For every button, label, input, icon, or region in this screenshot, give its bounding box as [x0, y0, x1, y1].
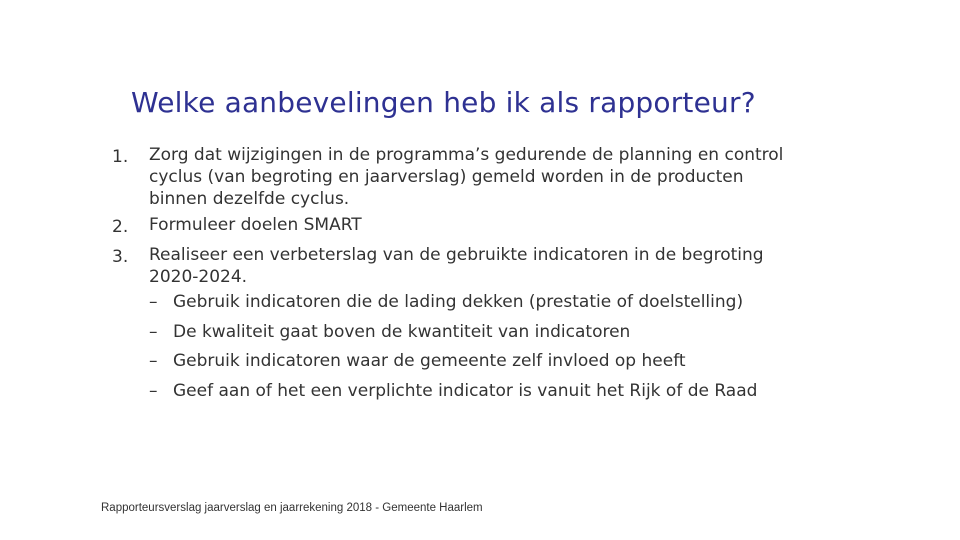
sub-item-text: Geef aan of het een verplichte indicator is vanuit het Rijk of de Raad — [173, 380, 758, 401]
sub-item-text: De kwaliteit gaat boven de kwantiteit van indicatoren — [173, 321, 631, 342]
text-line: Zorg dat wijzigingen in de programma’s gedurende de planning en control — [149, 145, 784, 165]
text-line: 2020-2024. — [149, 267, 248, 287]
list-item-text — [149, 144, 942, 210]
text-line: binnen dezelfde cyclus. — [149, 189, 350, 209]
list-item-text — [149, 214, 942, 240]
list-item-1 — [112, 144, 942, 210]
sub-item-text: Gebruik indicatoren die de lading dekken (prestatie of doelstelling) — [173, 292, 744, 312]
list-item-text — [149, 244, 942, 288]
sub-list-item — [149, 347, 942, 377]
sub-list-item — [149, 318, 942, 348]
list-number: 3. — [112, 247, 129, 267]
slide-footer: Rapporteursverslag jaarverslag en jaarrekening 2018 - Gemeente Haarlem — [101, 502, 483, 514]
sub-list-item — [149, 377, 942, 407]
text-line: Realiseer een verbeterslag van de gebruikte indicatoren in de begroting — [149, 245, 764, 265]
dash-bullet: – — [149, 321, 158, 342]
recommendations-list — [112, 144, 942, 406]
dash-bullet: – — [149, 380, 158, 401]
list-number: 1. — [112, 147, 129, 167]
sub-item-text: Gebruik indicatoren waar de gemeente zelf invloed op heeft — [173, 351, 686, 371]
dash-bullet: – — [149, 351, 158, 371]
sub-list-item — [149, 288, 942, 318]
list-item-3 — [112, 244, 942, 288]
text-line: Formuleer doelen SMART — [149, 215, 362, 235]
dash-bullet: – — [149, 292, 158, 312]
list-item-2 — [112, 214, 942, 240]
sub-list — [112, 288, 942, 406]
list-number: 2. — [112, 217, 129, 237]
text-line: cyclus (van begroting en jaarverslag) gemeld worden in de producten — [149, 167, 744, 187]
slide-title: Welke aanbevelingen heb ik als rapporteur? — [131, 86, 756, 119]
